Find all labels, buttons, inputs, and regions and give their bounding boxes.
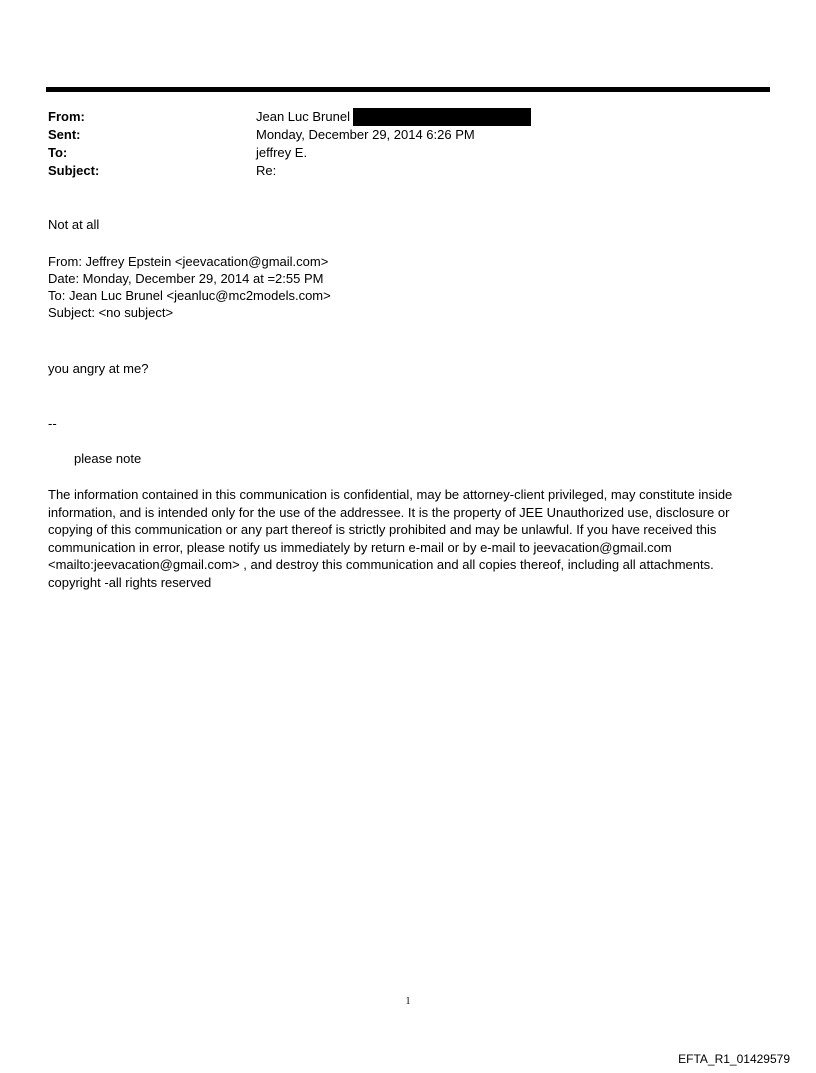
- subject-value: Re:: [256, 163, 277, 178]
- sent-row: [48, 126, 748, 144]
- document-id: EFTA_R1_01429579: [678, 1052, 790, 1066]
- quoted-body: you angry at me?: [48, 361, 149, 376]
- quoted-to-line: To: Jean Luc Brunel <jeanluc@mc2models.com>: [48, 288, 331, 303]
- quoted-from-line: From: Jeffrey Epstein <jeevacation@gmail.com>: [48, 254, 329, 269]
- to-value: jeffrey E.: [256, 145, 308, 160]
- sent-value: Monday, December 29, 2014 6:26 PM: [256, 127, 475, 142]
- redaction-box: [353, 108, 531, 126]
- sender-name: Jean Luc Brunel: [256, 109, 350, 124]
- please-note: please note: [74, 451, 142, 466]
- to-label: To:: [48, 145, 68, 160]
- reply-body: Not at all: [48, 217, 100, 232]
- from-value: [256, 108, 748, 126]
- subject-row: [48, 162, 748, 180]
- quoted-subject-line: Subject: <no subject>: [48, 305, 174, 320]
- email-header: [48, 108, 748, 180]
- signature-separator: --: [48, 416, 57, 431]
- to-row: [48, 144, 748, 162]
- page-number: 1: [405, 996, 411, 1007]
- from-label: From:: [48, 109, 85, 124]
- quoted-date-line: Date: Monday, December 29, 2014 at =2:55 PM: [48, 271, 324, 286]
- header-divider: [46, 87, 770, 92]
- confidentiality-disclaimer: The information contained in this communication is confidential, may be attorney-client privileged, may constitute inside information, and is intended only for the use of the addressee. It is the property of JEE Unauthorized use, disclosure or copying of this communication or any part thereof is strictly prohibited and may be unlawful. If you have received this communication in error, please notify us immediately by return e-mail or by e-mail to jeevacation@gmail.com <mailto:jeevacation@gmail.com> , and destroy this communication and all copies thereof, including all attachments. copyright -all rights reserved: [48, 487, 733, 590]
- from-row: [48, 108, 748, 126]
- sent-label: Sent:: [48, 127, 81, 142]
- subject-label: Subject:: [48, 163, 100, 178]
- quoted-header: [48, 253, 331, 321]
